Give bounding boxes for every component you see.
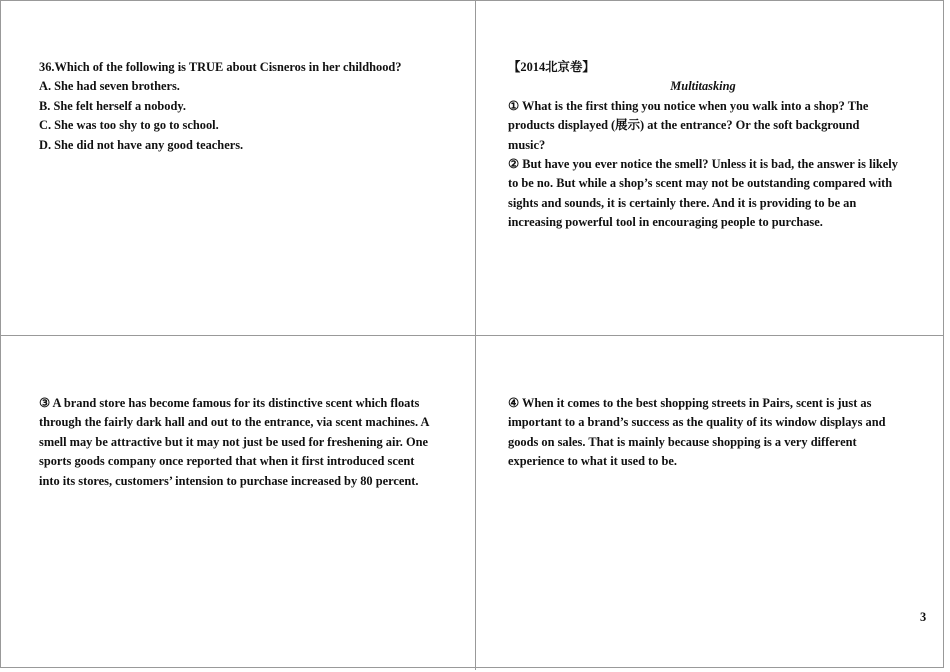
passage-intro-panel (508, 58, 898, 233)
horizontal-divider (0, 335, 944, 336)
option-a: A. She had seven brothers. (39, 79, 180, 94)
question-panel (39, 58, 454, 155)
paragraph-4-panel (508, 394, 898, 472)
option-d: D. She did not have any good teachers. (39, 137, 244, 152)
paragraph-3-panel (39, 394, 429, 491)
question-stem: 36.Which of the following is TRUE about Cisneros in her childhood? (39, 60, 402, 74)
passage-source: 【2014北京卷】 (508, 60, 595, 74)
paragraph-4: ④ When it comes to the best shopping streets in Pairs, scent is just as important to a brand’s success as the quality of its window displays and goods on sales. That is mainly because shopping is a very different experience to what it used to be. (508, 396, 886, 469)
option-c: C. She was too shy to go to school. (39, 118, 219, 133)
paragraph-3: ③ A brand store has become famous for its distinctive scent which floats through the fairly dark hall and out to the entrance, via scent machines. A smell may be attractive but it may not just be used for freshening air. One sports goods company once reported that when it first introduced scent into its stores, customers’ intension to purchase increased by 80 percent. (39, 396, 429, 488)
paragraph-1: ① What is the first thing you notice when you walk into a shop? The products displayed (展示) at the entrance? Or the soft background music? (508, 98, 869, 152)
paragraph-2: ② But have you ever notice the smell? Unless it is bad, the answer is likely to be no. But while a shop’s scent may not be outstanding compared with sights and sounds, it is certainly there. And it is providing to be an increasing powerful tool in encouraging people to purchase. (508, 157, 898, 230)
page-number: 3 (920, 610, 927, 624)
passage-title: Multitasking (670, 79, 736, 94)
option-b: B. She felt herself a nobody. (39, 98, 186, 113)
